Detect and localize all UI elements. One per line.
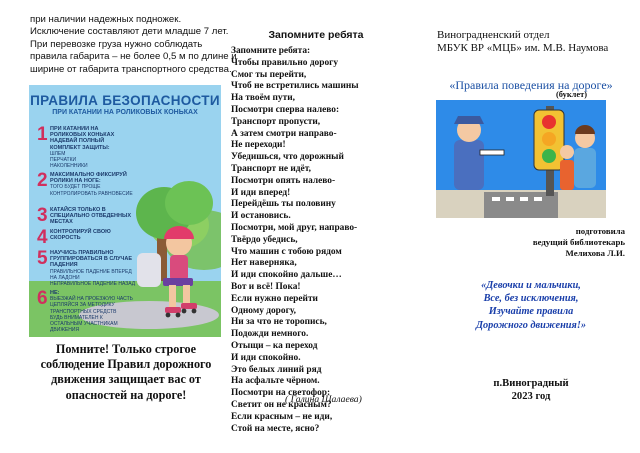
poem-line: Посмотри опять налево-	[231, 175, 336, 186]
rule-text: НАУЧИСЬ ПРАВИЛЬНО ГРУППИРОВАТЬСЯ В СЛУЧАЕ ПАДЕНИЯ	[50, 250, 133, 269]
traffic-illustration	[436, 100, 606, 218]
safety-warning	[26, 342, 226, 403]
poem-line: Если красным – не иди,	[231, 411, 333, 422]
poem-line: Что машин с тобою рядом	[231, 246, 342, 257]
rule-subitem: ЦЕПЛЯЙСЯ ЗА МЕТОДИКУ ТРАНСПОРТНЫХ СРЕДСТВ	[50, 302, 117, 315]
poster-rule	[37, 249, 135, 287]
rule-text: КАТАЙСЯ ТОЛЬКО В СПЕЦИАЛЬНО ОТВЕДЕННЫХ МЕСТАХ	[50, 207, 132, 226]
poem-line: Ни за что не торопись,	[231, 317, 327, 328]
rule-subitem: ШЛЕМ	[50, 150, 66, 157]
booklet-label: (буклет)	[556, 90, 587, 99]
rule-subitem: ВЫЕЗЖАЙ НА ПРОЕЗЖУЮ ЧАСТЬ	[50, 296, 133, 303]
intro-line: правила габарита – не более 0,5 м по длине и	[30, 51, 237, 63]
poster-rule	[37, 228, 135, 246]
poem-line: Транспорт не идёт,	[231, 163, 311, 174]
organization	[437, 29, 627, 55]
intro-line: ширине от габарита транспортного средства.	[30, 63, 232, 75]
poem-line: Посмотри сперва налево:	[231, 104, 340, 115]
poster-rule	[37, 206, 135, 226]
poem-line: На твоём пути,	[231, 93, 295, 104]
poem-line: На асфальте чёрном.	[231, 376, 320, 387]
rule-number: 4	[37, 227, 48, 248]
rule-subitem: НАКОЛЕННИКИ	[50, 163, 88, 170]
rule-number: 3	[37, 205, 48, 226]
poem-line: Это белых линий ряд	[231, 364, 322, 375]
poem-line: Чтоб не встретились машины	[231, 81, 359, 92]
motto-line: Изучайте правила	[488, 306, 574, 318]
poem-line: И иди спокойно.	[231, 352, 301, 363]
warning-line: движения защищает вас от	[51, 372, 201, 387]
poem-line: Подожди немного.	[231, 329, 309, 340]
poster-subtitle: ПРИ КАТАНИИ НА РОЛИКОВЫХ КОНЬКАХ	[52, 109, 198, 116]
motto-line: «Девочки и мальчики,	[481, 280, 581, 291]
poem-line: А затем смотри направо-	[231, 128, 337, 139]
poem-line: И иди спокойно дальше…	[231, 270, 342, 281]
poem-line: Транспорт пропусти,	[231, 116, 321, 127]
traffic-scene-svg	[436, 100, 606, 218]
rule-number: 5	[37, 248, 48, 269]
warning-line: соблюдение Правил дорожного	[40, 357, 212, 372]
poem-line: Убедишься, что дорожный	[231, 152, 344, 163]
booklet-title: «Правила поведения на дороге»	[449, 78, 613, 92]
poem-heading: Запомните ребята	[268, 29, 364, 41]
poem-line: Отыщи – ка переход	[231, 340, 318, 351]
poster-title: ПРАВИЛА БЕЗОПАСНОСТИ	[30, 93, 220, 108]
year: 2023 год	[511, 390, 551, 402]
rule-subitem: ПРАВИЛЬНОЕ ПАДЕНИЕ ВПЕРЕД НА ЛАДОНИ	[50, 268, 132, 281]
poem-line: Смог ты перейти,	[231, 69, 307, 80]
org-line: Виноградненский отдел	[437, 29, 550, 41]
safety-poster	[29, 85, 221, 337]
rule-text: ПРИ КАТАНИИ НА РОЛИКОВЫХ КОНЬКАХ НАДЕВАЙ ПОЛНЫЙ КОМПЛЕКТ ЗАЩИТЫ:	[50, 126, 115, 151]
prepared-line: подготовила	[575, 226, 625, 236]
poem-line: Перейдёшь ты половину	[231, 199, 336, 210]
poem-line: Одному дорогу,	[231, 305, 296, 316]
poster-rule	[37, 289, 135, 335]
poem-line: Не переходи!	[231, 140, 286, 151]
rule-subitem: ТОГО БУДЕТ ПРОЩЕ КОНТРОЛИРОВАТЬ РАВНОВЕСИЕ	[50, 184, 133, 197]
rule-text: КОНТРОЛИРУЙ СВОЮ СКОРОСТЬ	[50, 229, 111, 242]
prepared-line: ведущий библиотекарь	[532, 237, 625, 247]
prepared-line: Мелихова Л.И.	[565, 248, 625, 258]
place-year	[446, 378, 616, 403]
rule-subitem: ПЕРЧАТКИ	[50, 157, 77, 164]
rule-subitem: НЕПРАВИЛЬНОЕ ПАДЕНИЕ НАЗАД	[50, 281, 136, 288]
rule-text: НЕ:	[50, 290, 60, 296]
poem-line: Посмотри, мой друг, направо-	[231, 222, 358, 233]
rule-subitem: БУДЬ ВНИМАТЕЛЕН К ОСТАЛЬНЫМ УЧАСТНИКАМ ДВИЖЕНИЯ	[50, 314, 118, 334]
rule-text: МАКСИМАЛЬНО ФИКСИРУЙ РОЛИКИ НА НОГЕ:	[50, 172, 127, 185]
intro-line: При перевозке груза нужно соблюдать	[30, 38, 203, 50]
poem-line: Стой на месте, ясно?	[231, 423, 320, 434]
poem-author: ( Галина Шалаева)	[285, 394, 362, 405]
motto	[446, 279, 616, 332]
warning-line: опасностей на дороге!	[65, 387, 187, 402]
poem-line: Вот и всё! Пока!	[231, 281, 301, 292]
poem	[231, 46, 381, 435]
poem-line: И иди вперед!	[231, 187, 291, 198]
poem-line: Если нужно перейти	[231, 293, 318, 304]
intro-line: при наличии надежных подножек.	[30, 14, 182, 25]
poem-line: Твёрдо убедись,	[231, 234, 298, 245]
motto-line: Все, без исключения,	[483, 293, 579, 305]
rule-number: 2	[37, 170, 48, 191]
poem-line: Чтобы правильно дорогу	[231, 57, 339, 68]
poem-line: Посмотри на светофор:	[231, 388, 331, 399]
poem-line: И остановись.	[231, 211, 291, 222]
poem-line: Запомните ребята:	[231, 46, 311, 56]
poem-line: Светит он не красным?	[231, 399, 332, 410]
poem-line: Нет наверняка,	[231, 258, 297, 269]
intro-text	[30, 14, 237, 76]
prepared-by	[500, 226, 625, 259]
poster-rule	[37, 171, 135, 205]
org-line: МБУК ВР «МЦБ» им. М.В. Наумова	[437, 42, 609, 54]
motto-line: Дорожного движения!»	[476, 319, 586, 331]
intro-line: Исключение составляют дети младше 7 лет.	[30, 26, 229, 38]
rule-number: 1	[37, 124, 48, 145]
place-name: п.Виноградный	[493, 378, 569, 389]
rule-number: 6	[37, 288, 48, 309]
poster-rule	[37, 125, 135, 169]
warning-line: Помните! Только строгое	[55, 342, 197, 356]
